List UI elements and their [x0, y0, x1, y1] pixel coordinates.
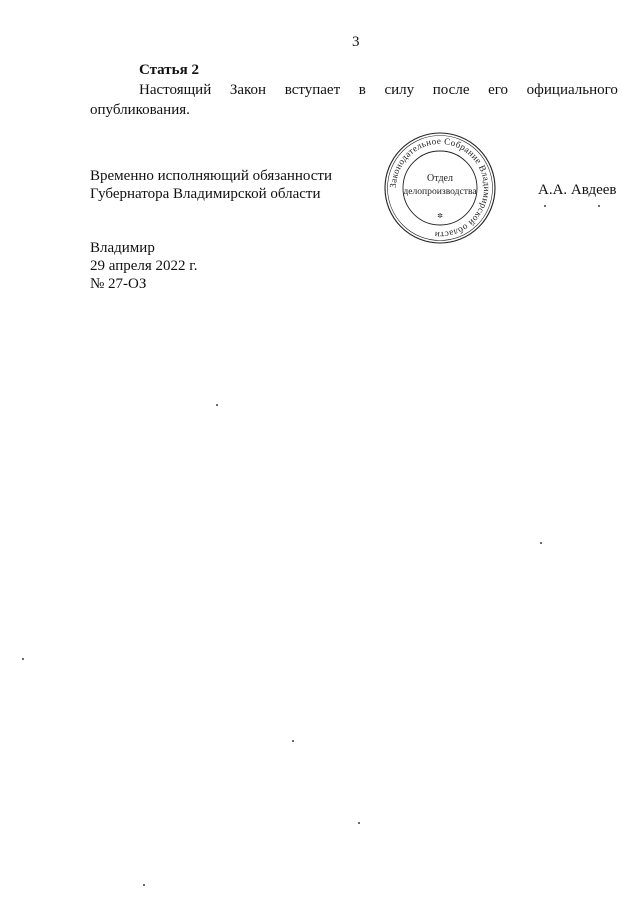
article-word: силу: [384, 82, 415, 98]
place-block: [90, 239, 198, 293]
scan-speck: [216, 404, 218, 406]
scan-speck: [358, 822, 360, 824]
scan-speck: [292, 740, 294, 742]
scan-speck: [544, 205, 546, 207]
article-word: Настоящий: [139, 82, 212, 98]
article-word: его: [488, 82, 509, 98]
stamp-center-line2: делопроизводства: [403, 186, 477, 197]
article-body-first-line: [90, 80, 618, 100]
place-city: Владимир: [90, 240, 155, 256]
article-title: Статья 2: [139, 62, 199, 78]
stamp-center-line1: Отдел: [427, 173, 453, 184]
document-number: № 27-ОЗ: [90, 276, 147, 292]
scan-speck: [598, 205, 600, 207]
article-word: официального: [526, 82, 618, 98]
signature-position: [90, 167, 332, 203]
stamp-star-icon: ✲: [437, 212, 443, 220]
scan-speck: [143, 884, 145, 886]
signature-name: А.А. Авдеев: [538, 182, 617, 198]
place-date: 29 апреля 2022 г.: [90, 258, 198, 274]
official-stamp: [383, 131, 497, 245]
article-word: после: [432, 82, 470, 98]
scan-speck: [22, 658, 24, 660]
scan-speck: [540, 542, 542, 544]
article-word: вступает: [284, 82, 341, 98]
stamp-ring-textpath: Законодательное Собрание Владимирской области: [387, 135, 493, 241]
page-number: 3: [352, 34, 360, 50]
article-body-continuation: опубликования.: [90, 102, 190, 118]
article-word: Закон: [229, 82, 267, 98]
article-word: в: [358, 82, 366, 98]
article-body: [90, 80, 618, 120]
signature-position-line1: Временно исполняющий обязанности: [90, 168, 333, 184]
signature-position-line2: Губернатора Владимирской области: [90, 186, 321, 202]
